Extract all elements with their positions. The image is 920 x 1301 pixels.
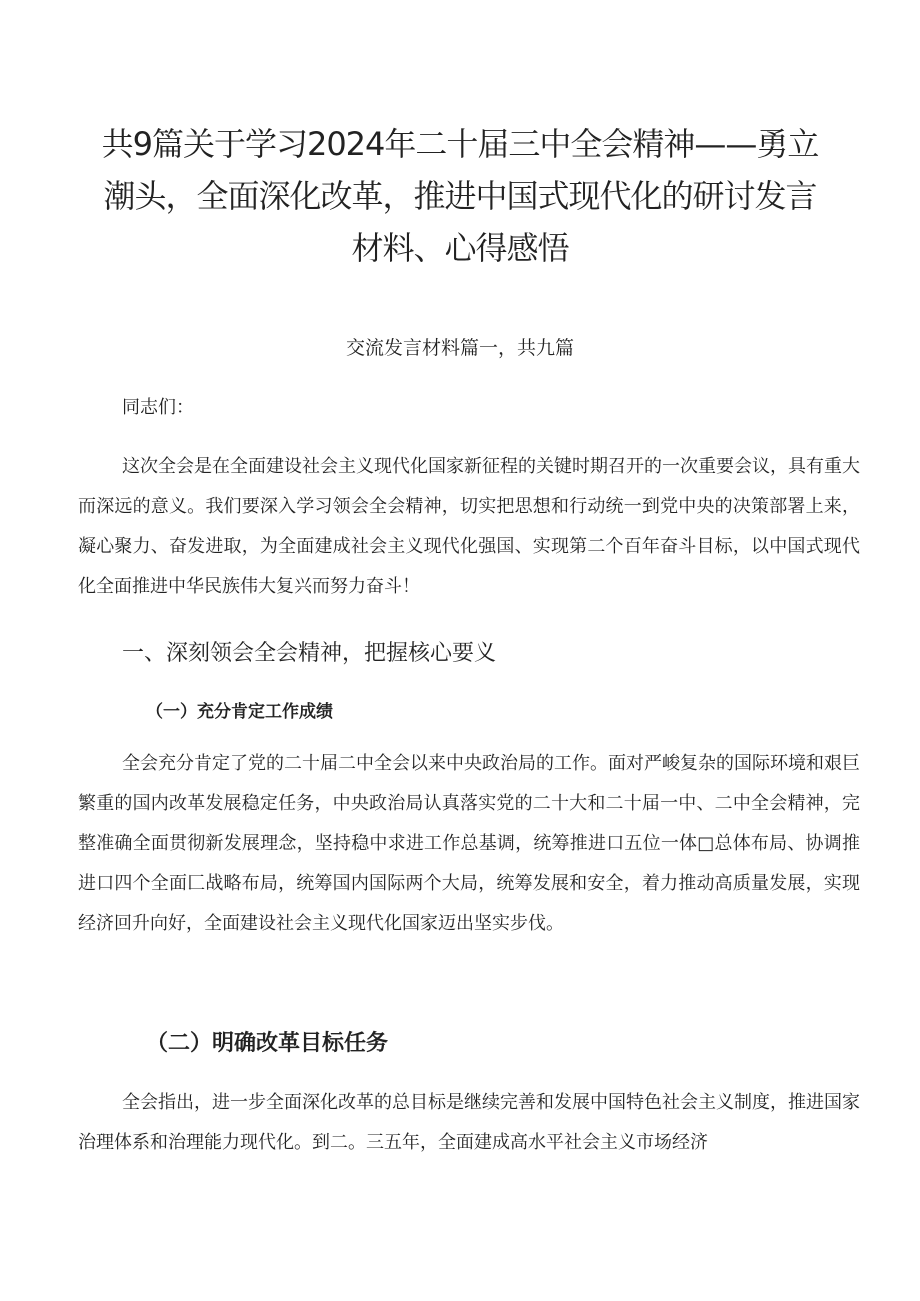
paragraph-2: 全会充分肯定了党的二十届二中全会以来中央政治局的工作。面对严峻复杂的国际环境和艰巨繁重的国内改革发展稳定任务，中央政治局认真落实党的二十大和二十届一中、二中全会精神，完整准确全面贯彻新发展理念，坚持稳中求进工作总基调，统筹推进口五位一体□总体布局、协调推进口四个全面匚战略布局，统筹国内国际两个大局，统筹发展和安全，着力推动高质量发展，实现经济回升向好，全面建设社会主义现代化国家迈出坚实步伐。: [78, 753, 860, 934]
section-1-heading: 一、深刻领会全会精神，把握核心要义: [122, 641, 497, 666]
salutation: 同志们：: [122, 397, 194, 418]
paragraph-1: 这次全会是在全面建设社会主义现代化国家新征程的关键时期召开的一次重要会议，具有重大而深远的意义。我们要深入学习领会全会精神，切实把思想和行动统一到党中央的决策部署上来，凝心聚力、奋发进取，为全面建成社会主义现代化强国、实现第二个百年奋斗目标，以中国式现代化全面推进中华民族伟大复兴而努力奋斗！: [78, 456, 860, 597]
subsection-1-heading: （一）充分肯定工作成绩: [146, 702, 333, 722]
document-title: 共9篇关于学习2024年二十届三中全会精神——勇立潮头，全面深化改革，推进中国式现代化的研讨发言材料、心得感悟: [101, 125, 819, 267]
subsection-2-heading: （二）明确改革目标任务: [146, 1030, 389, 1056]
paragraph-3: 全会指出，进一步全面深化改革的总目标是继续完善和发展中国特色社会主义制度，推进国家治理体系和治理能力现代化。到二。三五年，全面建成高水平社会主义市场经济: [78, 1092, 860, 1153]
document-subtitle: 交流发言材料篇一，共九篇: [345, 337, 574, 359]
